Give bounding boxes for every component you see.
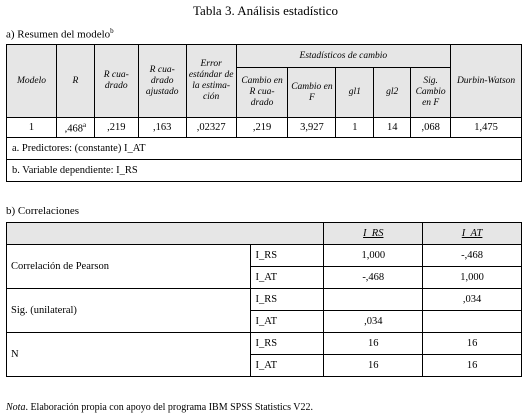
header-r: R <box>56 45 94 118</box>
cell-sig-cambio-f: ,068 <box>411 118 451 138</box>
correlations-table <box>6 222 522 377</box>
cell-i-at: 16 <box>423 355 522 377</box>
table-row <box>7 245 522 267</box>
cell-r <box>56 118 94 138</box>
header-gl2: gl2 <box>374 68 411 118</box>
section-a-superscript: b <box>110 27 114 35</box>
cell-error-estandar: ,02327 <box>186 118 236 138</box>
cell-i-rs: ,034 <box>324 311 423 333</box>
header-r-cuadrado-ajustado: R cua-drado ajustado <box>138 45 186 118</box>
cell-durbin-watson: 1,475 <box>451 118 522 138</box>
footnote-variable-dependiente: b. Variable dependiente: I_RS <box>7 160 522 182</box>
header-estadisticos-cambio: Estadísticos de cambio <box>236 45 451 68</box>
cell-i-rs: -,468 <box>324 267 423 289</box>
cell-r-superscript: a <box>83 120 87 129</box>
table-row <box>7 289 522 311</box>
row-variable: I_AT <box>251 311 324 333</box>
cell-i-at <box>423 311 522 333</box>
header-cambio-f: Cambio en F <box>288 68 336 118</box>
note-label: Nota <box>6 402 26 413</box>
cell-cambio-f: 3,927 <box>288 118 336 138</box>
cell-i-at: 16 <box>423 333 522 355</box>
header-modelo: Modelo <box>7 45 57 118</box>
header-empty <box>7 223 324 245</box>
footnote-predictores: a. Predictores: (constante) I_AT <box>7 138 522 160</box>
cell-i-at: -,468 <box>423 245 522 267</box>
cell-gl1: 1 <box>336 118 374 138</box>
row-group-n: N <box>7 333 251 377</box>
header-sig-cambio-f: Sig. Cambio en F <box>411 68 451 118</box>
row-variable: I_RS <box>251 333 324 355</box>
row-variable: I_AT <box>251 355 324 377</box>
cell-modelo: 1 <box>7 118 57 138</box>
header-durbin-watson: Durbin-Watson <box>451 45 522 118</box>
section-a-text: a) Resumen del modelo <box>6 28 111 41</box>
section-a-heading <box>6 27 114 41</box>
header-cambio-r2: Cambio en R cua-drado <box>236 68 288 118</box>
source-note <box>6 402 313 413</box>
cell-gl2: 14 <box>374 118 411 138</box>
cell-r-cuadrado: ,219 <box>94 118 138 138</box>
header-r-cuadrado: R cua-drado <box>94 45 138 118</box>
row-group-pearson: Correlación de Pearson <box>7 245 251 289</box>
row-group-sig: Sig. (unilateral) <box>7 289 251 333</box>
section-b-heading: b) Correlaciones <box>6 205 79 217</box>
header-error-estandar: Error estándar de la estima-ción <box>186 45 236 118</box>
cell-i-at: 1,000 <box>423 267 522 289</box>
row-variable: I_RS <box>251 245 324 267</box>
cell-i-rs <box>324 289 423 311</box>
header-gl1: gl1 <box>336 68 374 118</box>
row-variable: I_AT <box>251 267 324 289</box>
cell-i-at: ,034 <box>423 289 522 311</box>
cell-r-value: ,468 <box>64 123 83 135</box>
model-summary-table <box>6 44 522 182</box>
cell-i-rs: 1,000 <box>324 245 423 267</box>
cell-i-rs: 16 <box>324 333 423 355</box>
cell-i-rs: 16 <box>324 355 423 377</box>
row-variable: I_RS <box>251 289 324 311</box>
table-row <box>7 333 522 355</box>
cell-cambio-r2: ,219 <box>236 118 288 138</box>
table-row <box>7 118 522 138</box>
table-title: Tabla 3. Análisis estadístico <box>193 3 338 18</box>
cell-r-cuadrado-ajustado: ,163 <box>138 118 186 138</box>
header-i-at: I_AT <box>423 223 522 245</box>
note-text: . Elaboración propia con apoyo del programa IBM SPSS Statistics V22. <box>25 402 314 413</box>
header-i-rs: I_RS <box>324 223 423 245</box>
